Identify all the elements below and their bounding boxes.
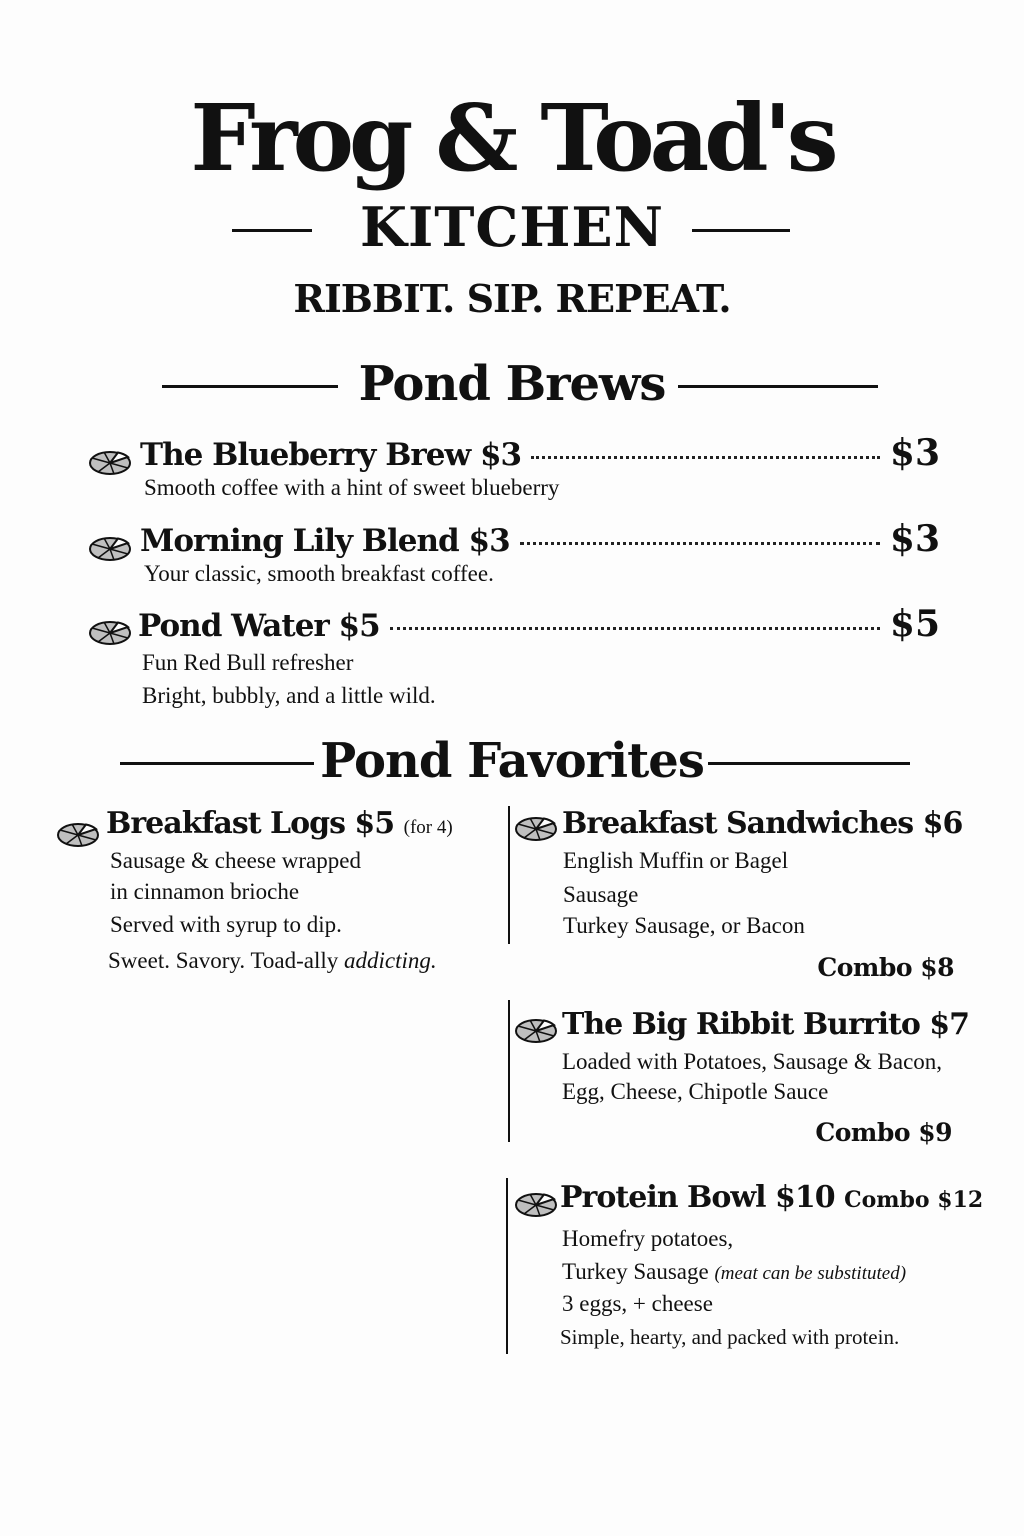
item-price: $3 (889, 518, 940, 560)
restaurant-subtitle: KITCHEN (360, 195, 664, 259)
item-name-big-ribbit-burrito: The Big Ribbit Burrito $7 (562, 1007, 970, 1042)
lily-pad-icon (88, 532, 132, 562)
item-description: English Muffin or Bagel (563, 848, 789, 873)
lily-pad-icon (56, 818, 100, 848)
column-divider (508, 806, 510, 944)
title-rule-right (692, 229, 790, 232)
item-price: $5 (889, 603, 940, 645)
item-note: (for 4) (403, 817, 453, 838)
dot-leader (520, 542, 880, 545)
item-description: Fun Red Bull refresher (142, 650, 354, 675)
item-description: Sausage & cheese wrapped (110, 848, 361, 873)
item-description: Bright, bubbly, and a little wild. (142, 683, 436, 708)
item-name: Pond Water $5 (138, 608, 380, 644)
item-tagline: Sweet. Savory. Toad-ally addicting. (108, 948, 437, 973)
item-name: The Blueberry Brew $3 (140, 437, 522, 473)
item-description: Served with syrup to dip. (110, 912, 342, 937)
column-divider (508, 1000, 510, 1142)
item-name: Morning Lily Blend $3 (140, 523, 510, 559)
item-description: Loaded with Potatoes, Sausage & Bacon, (562, 1049, 943, 1074)
item-description: Simple, hearty, and packed with protein. (560, 1325, 900, 1349)
restaurant-title: Frog & Toad's (190, 84, 834, 192)
item-description: 3 eggs, + cheese (562, 1291, 713, 1316)
lily-pad-icon (514, 1014, 558, 1044)
item-name-protein-bowl: Protein Bowl $10 Combo $12 (560, 1180, 984, 1215)
lily-pad-icon (88, 616, 132, 646)
item-note: (meat can be substituted) (714, 1263, 907, 1284)
item-name-breakfast-logs: Breakfast Logs $5 (for 4) (106, 806, 453, 841)
item-description: Turkey Sausage (meat can be substituted) (562, 1259, 907, 1284)
dot-leader (531, 456, 880, 459)
item-name-breakfast-sandwiches: Breakfast Sandwiches $6 (562, 806, 963, 841)
item-price: $3 (889, 432, 940, 474)
menu-item-pond-water (138, 603, 940, 643)
lily-pad-icon (514, 1188, 558, 1218)
section-title-brews: Pond Brews (358, 356, 666, 412)
section-rule-right (708, 762, 910, 765)
section-rule-right (678, 385, 878, 388)
item-description: Turkey Sausage, or Bacon (563, 913, 805, 938)
item-description: Smooth coffee with a hint of sweet blueberry (144, 475, 560, 500)
item-description: in cinnamon brioche (110, 879, 300, 904)
tagline: RIBBIT. SIP. REPEAT. (293, 276, 731, 321)
item-description: Sausage (563, 882, 639, 907)
item-description: Egg, Cheese, Chipotle Sauce (562, 1079, 829, 1104)
column-divider (506, 1178, 508, 1354)
menu-item-morning-lily (140, 518, 940, 558)
combo-price: Combo $8 (817, 953, 954, 982)
section-title-favorites: Pond Favorites (320, 733, 704, 789)
item-description: Homefry potatoes, (562, 1226, 734, 1251)
lily-pad-icon (88, 446, 132, 476)
lily-pad-icon (514, 812, 558, 842)
item-description: Your classic, smooth breakfast coffee. (144, 561, 494, 586)
combo-price: Combo $12 (844, 1187, 984, 1213)
dot-leader (390, 627, 880, 630)
menu-item-blueberry-brew (140, 432, 940, 472)
combo-price: Combo $9 (815, 1118, 952, 1147)
